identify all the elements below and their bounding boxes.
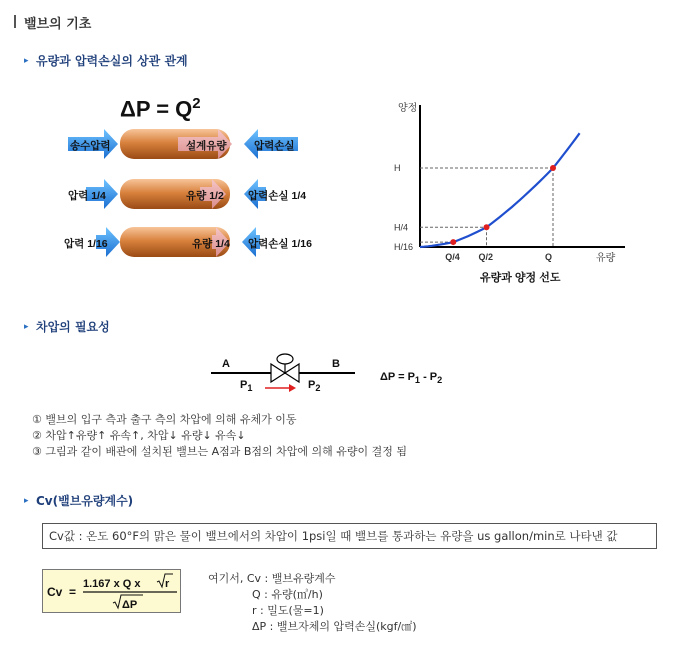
cv-formula	[43, 570, 180, 612]
note-3: ③ 그림과 같이 배관에 설치된 밸브는 A점과 B점의 차압에 의해 유량이 결정 됨	[32, 445, 408, 458]
chart-title: 유량과 양정 선도	[480, 272, 561, 284]
head-curve	[420, 133, 580, 247]
flow-arrow-head-icon	[289, 384, 296, 392]
def-line-1: 여기서, Cv : 밸브유량계수	[208, 572, 336, 585]
x-axis-label: 유량	[596, 253, 616, 264]
note-1: ① 밸브의 입구 측과 출구 측의 차압에 의해 유체가 이동	[32, 413, 297, 426]
row3-right-label: 압력손실 1/16	[248, 238, 312, 250]
x-tick-label: Q/4	[445, 252, 460, 262]
row1-center-label: 설계유량	[186, 140, 227, 152]
section-title-flow-pressure: 유량과 압력손실의 상관 관계	[36, 54, 188, 68]
equation-dp-q2	[120, 95, 201, 122]
formula-numerator: 1.167 x Q x	[83, 578, 141, 590]
y-tick-label: H	[394, 163, 401, 173]
row3-left-label: 압력 1/16	[64, 238, 108, 250]
data-point	[450, 239, 456, 245]
flow-head-chart	[390, 95, 630, 290]
y-axis-label: 양정	[398, 103, 418, 114]
equation-text: ΔP = Q	[120, 96, 193, 122]
diff-pressure-equation	[380, 371, 442, 385]
eq-part-mid: - P	[420, 371, 438, 383]
p1-sub: 1	[247, 383, 253, 394]
def-line-2: Q : 유량(㎥/h)	[252, 588, 323, 601]
formula-lhs: Cv	[47, 585, 63, 599]
p2-text: P	[308, 379, 316, 391]
y-tick-label: H/16	[394, 242, 414, 253]
data-point	[550, 165, 556, 171]
row3-center-label: 유량 1/4	[192, 238, 230, 250]
p1-label	[240, 379, 252, 393]
row2-center-label: 유량 1/2	[186, 190, 224, 202]
def-line-3: r : 밀도(물=1)	[252, 604, 324, 617]
valve-handwheel-icon	[277, 354, 293, 364]
formula-sqrt-num: r	[165, 578, 170, 590]
p2-label	[308, 379, 320, 393]
p1-text: P	[240, 379, 248, 391]
row1-right-label: 압력손실	[254, 140, 295, 152]
equation-exponent: 2	[192, 95, 201, 112]
valve-body-right	[285, 364, 299, 382]
p2-sub: 2	[315, 383, 321, 394]
row2-right-label: 압력손실 1/4	[248, 190, 307, 202]
row2-left-label: 압력 1/4	[68, 190, 106, 202]
row1-left-label: 송수압력	[70, 140, 111, 152]
chart-marks	[394, 133, 580, 262]
bullet-arrow-icon: ▸	[24, 56, 29, 66]
pipe-row-2	[86, 179, 266, 209]
page-title: 밸브의 기초	[24, 17, 92, 32]
pipe-row-3	[96, 227, 260, 257]
eq-part-a: ΔP = P	[380, 371, 415, 383]
cv-formula-box	[42, 569, 181, 613]
x-tick-label: Q	[545, 252, 553, 262]
cv-definitions	[208, 571, 417, 635]
eq-sub-1: 1	[414, 375, 421, 386]
cv-definition-box: Cv값 : 온도 60°F의 맑은 물이 밸브에서의 차압이 1psi일 때 밸브를 통과하는 유량을 us gallon/min로 나타낸 값	[42, 523, 657, 549]
x-tick-label: Q/2	[478, 252, 494, 262]
title-bar-marker	[14, 15, 16, 28]
section-title-diff-pressure: 차압의 필요성	[36, 320, 110, 334]
y-tick-label: H/4	[394, 222, 409, 233]
valve-body-left	[271, 364, 285, 382]
data-point	[484, 224, 490, 230]
section-title-cv: Cv(밸브유량계수)	[36, 494, 134, 508]
point-a-label: A	[222, 358, 230, 370]
eq-sub-2: 2	[437, 375, 443, 386]
point-b-label: B	[332, 358, 340, 370]
note-2: ② 차압↑유량↑ 유속↑, 차압↓ 유량↓ 유속↓	[32, 429, 246, 442]
bullet-arrow-icon: ▸	[24, 322, 29, 332]
bullet-arrow-icon: ▸	[24, 496, 29, 506]
formula-equals: =	[69, 585, 77, 599]
formula-sqrt-den: ΔP	[122, 599, 138, 611]
def-line-4: ΔP : 밸브자체의 압력손실(kgf/㎠)	[252, 620, 417, 633]
